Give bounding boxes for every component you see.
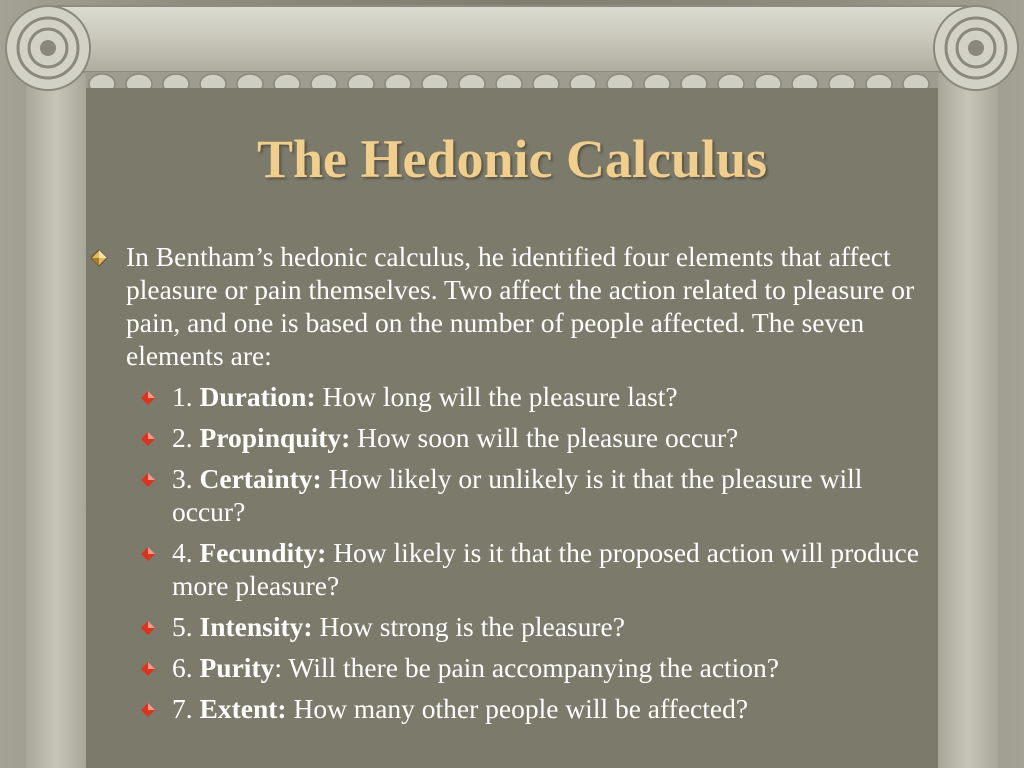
red-diamond-bullet-icon [140, 620, 156, 636]
item-term: Certainty: [199, 463, 322, 494]
item-number: 5. [172, 611, 200, 642]
intro-bullet [90, 240, 940, 372]
item-description: : Will there be pain accompanying the action? [274, 652, 780, 683]
list-item [90, 421, 940, 454]
item-number: 2. [172, 422, 200, 453]
item-term: Duration: [199, 381, 316, 412]
list-item [90, 692, 940, 725]
list-item [90, 536, 940, 602]
item-number: 3. [172, 463, 200, 494]
left-volute-icon [6, 6, 90, 90]
item-number: 7. [172, 693, 200, 724]
slide-title: The Hedonic Calculus [256, 129, 768, 189]
list-item [90, 651, 940, 684]
item-description: How likely or unlikely is it that the pleasure will occur? [172, 463, 863, 527]
slide-body [90, 240, 940, 733]
item-number: 6. [172, 652, 200, 683]
red-diamond-bullet-icon [140, 431, 156, 447]
item-number: 4. [172, 537, 200, 568]
list-item [90, 610, 940, 643]
right-volute-icon [934, 6, 1018, 90]
red-diamond-bullet-icon [140, 390, 156, 406]
item-term: Intensity: [199, 611, 313, 642]
elements-list [90, 380, 940, 725]
item-term: Fecundity: [199, 537, 327, 568]
item-number: 1. [172, 381, 200, 412]
red-diamond-bullet-icon [140, 472, 156, 488]
item-term: Purity [199, 652, 275, 683]
red-diamond-bullet-icon [140, 661, 156, 677]
item-description: How soon will the pleasure occur? [350, 422, 739, 453]
capital-beam [40, 6, 984, 72]
item-description: How likely is it that the proposed action will produce more pleasure? [172, 537, 919, 601]
item-term: Extent: [199, 693, 287, 724]
intro-text: In Bentham’s hedonic calculus, he identified four elements that affect pleasure or pain themselves. Two affect the action related to pleasure or pain, and one is based on the number of people affected. The seven elements are: [126, 241, 915, 371]
red-diamond-bullet-icon [140, 702, 156, 718]
diamond-bullet-icon [90, 249, 108, 267]
list-item [90, 462, 940, 528]
item-term: Propinquity: [199, 422, 351, 453]
list-item [90, 380, 940, 413]
item-description: How long will the pleasure last? [315, 381, 678, 412]
item-description: How many other people will be affected? [286, 693, 749, 724]
item-description: How strong is the pleasure? [312, 611, 625, 642]
red-diamond-bullet-icon [140, 546, 156, 562]
